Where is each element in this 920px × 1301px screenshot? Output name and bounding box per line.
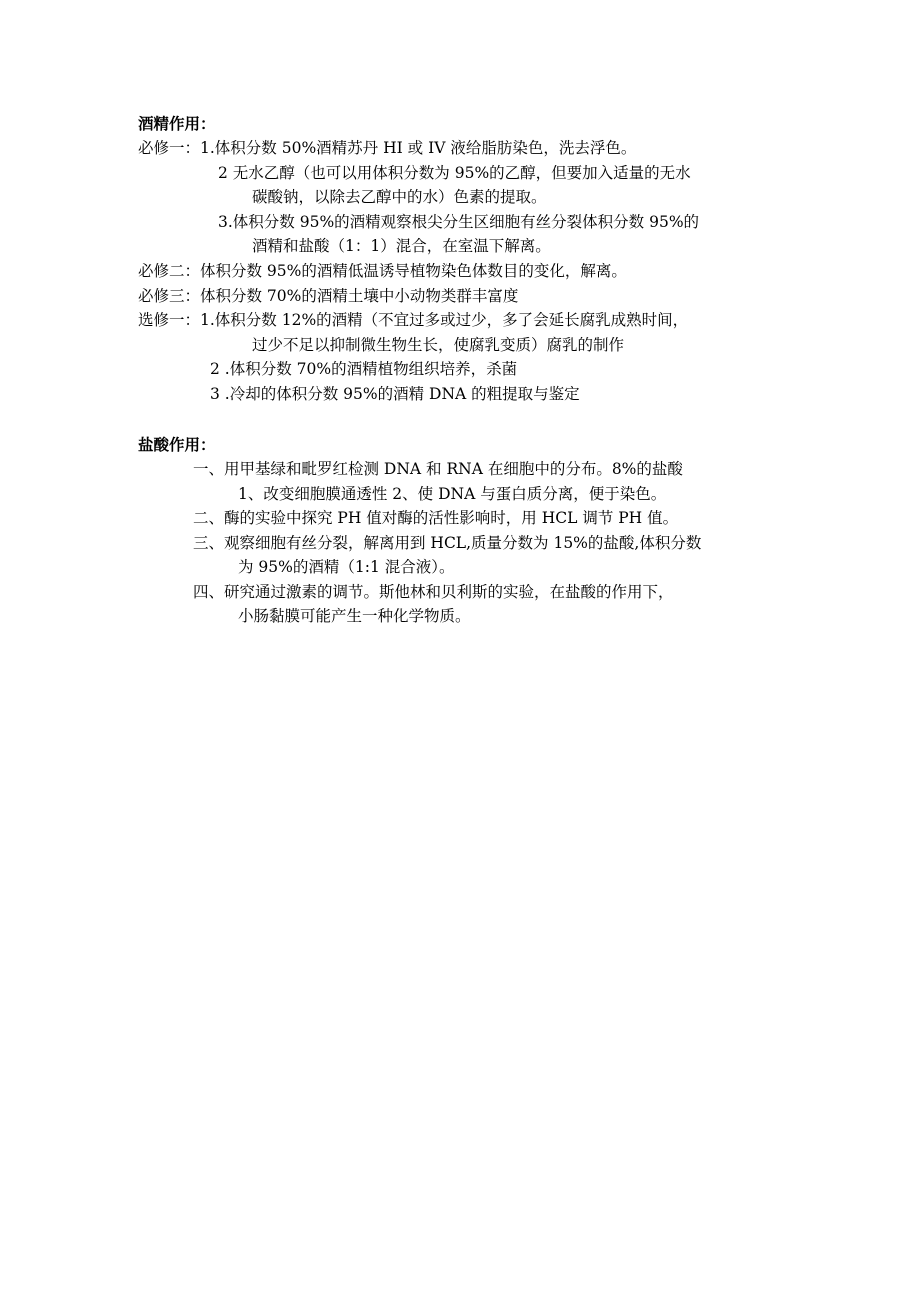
hcl-line-5: 为 95%的酒精（1:1 混合液）。: [238, 558, 455, 576]
hcl-line-1: 一、用甲基绿和毗罗红检测 DNA 和 RNA 在细胞中的分布。8%的盐酸: [193, 460, 683, 478]
alcohol-line-10: 2 .体积分数 70%的酒精植物组织培养，杀菌: [210, 360, 518, 378]
hcl-line-3: 二、酶的实验中探究 PH 值对酶的活性影响时，用 HCL 调节 PH 值。: [193, 509, 679, 527]
alcohol-line-11: 3 .冷却的体积分数 95%的酒精 DNA 的粗提取与鉴定: [210, 385, 580, 403]
hcl-line-6: 四、研究通过激素的调节。斯他林和贝利斯的实验，在盐酸的作用下，: [193, 583, 674, 601]
alcohol-line-7: 必修三：体积分数 70%的酒精土壤中小动物类群丰富度: [138, 287, 519, 305]
hcl-heading: 盐酸作用：: [138, 436, 216, 454]
alcohol-line-9: 过少不足以抑制微生物生长，使腐乳变质）腐乳的制作: [252, 336, 625, 354]
alcohol-line-3: 碳酸钠，以除去乙醇中的水）色素的提取。: [252, 188, 547, 206]
hcl-line-4: 三、观察细胞有丝分裂，解离用到 HCL,质量分数为 15%的盐酸,体积分数: [193, 534, 702, 552]
alcohol-line-1: 必修一：1.体积分数 50%酒精苏丹 HI 或 IV 液给脂肪染色，洗去浮色。: [138, 139, 637, 157]
alcohol-line-4: 3.体积分数 95%的酒精观察根尖分生区细胞有丝分裂体积分数 95%的: [218, 213, 700, 231]
alcohol-line-8: 选修一：1.体积分数 12%的酒精（不宜过多或过少，多了会延长腐乳成熟时间，: [138, 311, 689, 329]
alcohol-line-5: 酒精和盐酸（1：1）混合，在室温下解离。: [252, 237, 551, 255]
alcohol-line-6: 必修二：体积分数 95%的酒精低温诱导植物染色体数目的变化，解离。: [138, 262, 627, 280]
alcohol-heading: 酒精作用：: [138, 115, 216, 133]
alcohol-line-2: 2 无水乙醇（也可以用体积分数为 95%的乙醇，但要加入适量的无水: [218, 164, 691, 182]
hcl-line-2: 1、改变细胞膜通透性 2、使 DNA 与蛋白质分离，便于染色。: [238, 485, 667, 503]
hcl-line-7: 小肠黏膜可能产生一种化学物质。: [238, 607, 471, 625]
